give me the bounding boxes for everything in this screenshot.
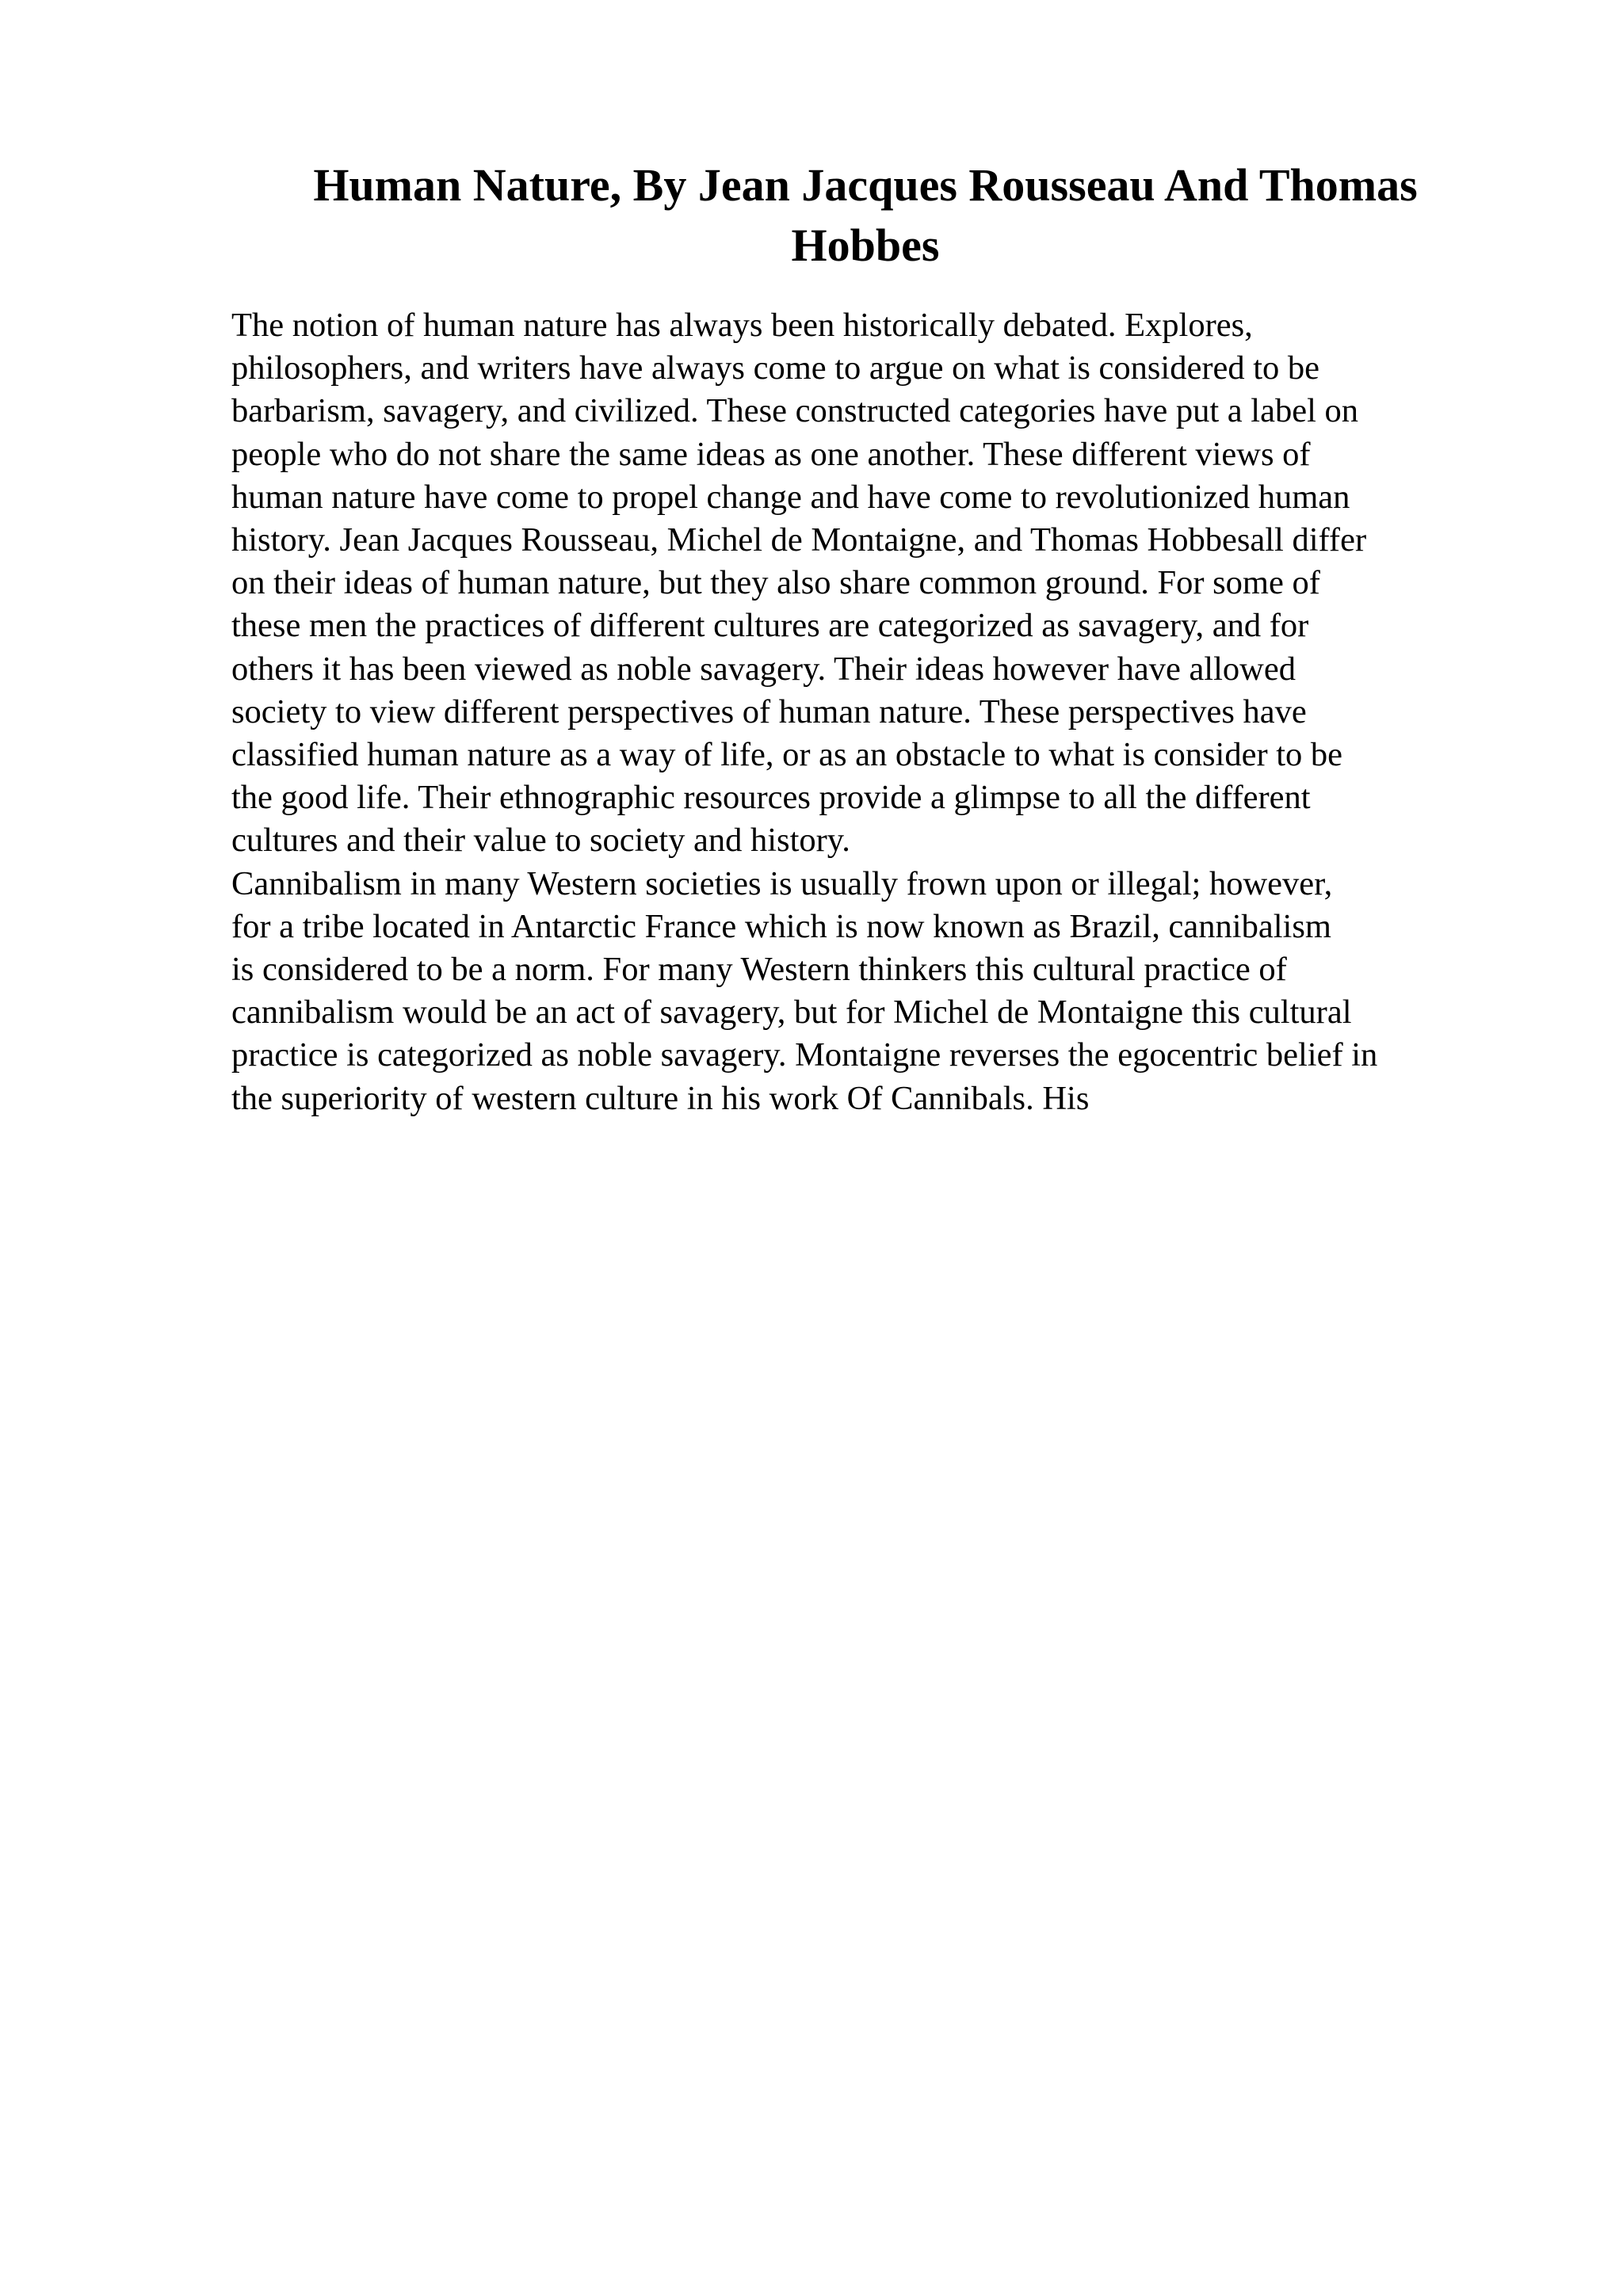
text-line: cannibalism would be an act of savagery, but for Michel de Montaigne this cultural [231, 994, 1352, 1032]
text-line: the good life. Their ethnographic resources provide a glimpse to all the different [231, 779, 1311, 817]
body-text [231, 304, 1515, 1120]
title-line: Hobbes [791, 219, 940, 271]
text-line: the superiority of western culture in his work Of Cannibals. His [231, 1079, 1090, 1117]
text-line: people who do not share the same ideas as one another. These different views of [231, 435, 1311, 473]
text-line: is considered to be a norm. For many Western thinkers this cultural practice of [231, 951, 1287, 989]
text-line: Cannibalism in many Western societies is usually frown upon or illegal; however, [231, 864, 1333, 902]
text-line: on their ideas of human nature, but they also share common ground. For some of [231, 564, 1320, 602]
text-line: barbarism, savagery, and civilized. These constructed categories have put a label on [231, 392, 1359, 430]
text-line: history. Jean Jacques Rousseau, Michel de Montaigne, and Thomas Hobbesall differ [231, 521, 1367, 559]
document-title [231, 155, 1499, 276]
text-line: practice is categorized as noble savagery. Montaigne reverses the egocentric belief in [231, 1036, 1378, 1074]
text-line: these men the practices of different cultures are categorized as savagery, and for [231, 607, 1309, 645]
title-line: Human Nature, By Jean Jacques Rousseau And Thomas [313, 159, 1418, 211]
text-line: for a tribe located in Antarctic France which is now known as Brazil, cannibalism [231, 907, 1331, 945]
text-line: cultures and their value to society and history. [231, 822, 850, 860]
text-line: philosophers, and writers have always come to argue on what is considered to be [231, 349, 1320, 387]
text-line: society to view different perspectives of human nature. These perspectives have [231, 692, 1307, 730]
text-line: human nature have come to propel change and have come to revolutionized human [231, 478, 1350, 516]
text-line: The notion of human nature has always been historically debated. Explores, [231, 307, 1253, 344]
text-line: others it has been viewed as noble savagery. Their ideas however have allowed [231, 650, 1296, 688]
text-line: classified human nature as a way of life, or as an obstacle to what is consider to be [231, 736, 1343, 774]
